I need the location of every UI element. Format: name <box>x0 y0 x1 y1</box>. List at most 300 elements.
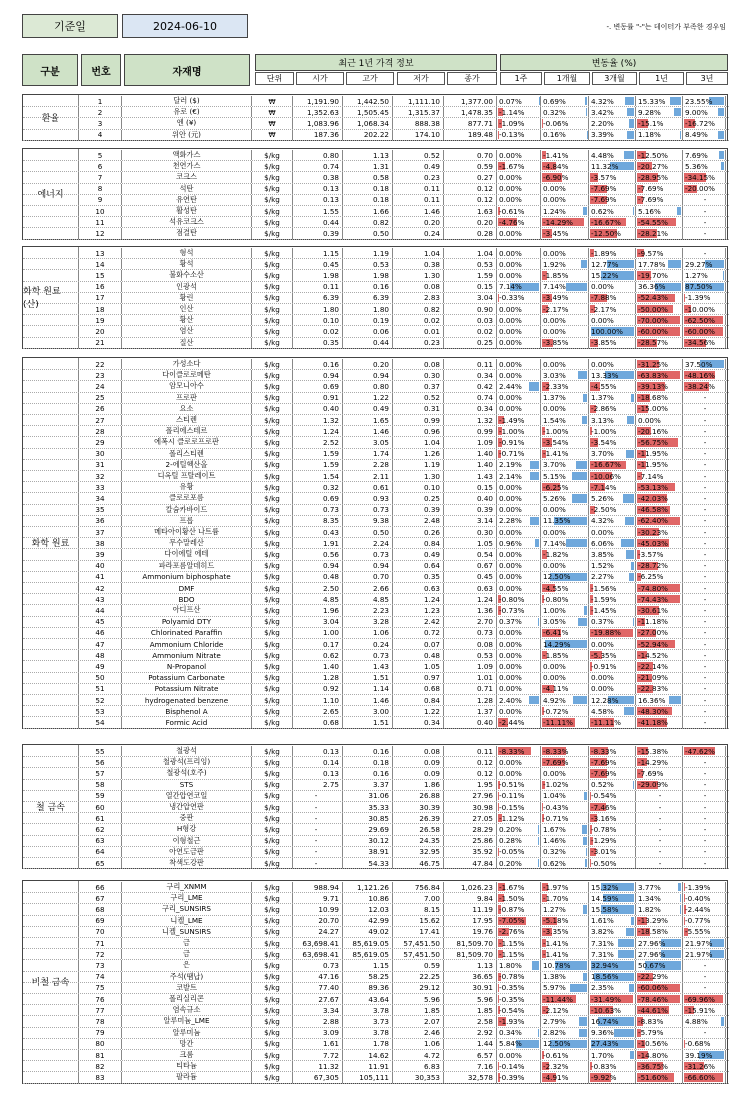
cell: 0.68 <box>393 684 444 694</box>
cell: 57,451.50 <box>393 938 444 948</box>
table-row <box>23 282 729 293</box>
cell: 1.78 <box>343 1039 393 1049</box>
cell: 26.88 <box>393 791 444 801</box>
cell: 0.34 <box>393 717 444 727</box>
change-value: -51.60% <box>638 1072 668 1082</box>
cell: $/kg <box>252 359 293 369</box>
cell: 6.39 <box>343 293 393 303</box>
cell <box>497 270 541 280</box>
change-bar <box>614 1029 634 1037</box>
table-row <box>23 916 729 927</box>
cell: $/kg <box>252 549 293 559</box>
cell: $/kg <box>252 847 293 857</box>
table-row <box>23 673 729 684</box>
cell <box>541 195 589 205</box>
change-value: 1.27% <box>543 904 566 914</box>
change-value: 7.31% <box>591 938 614 948</box>
change-value: 12.50% <box>543 1039 571 1049</box>
change-value: -52.43% <box>638 293 668 303</box>
cell: 3.00 <box>343 706 393 716</box>
cell: 황석 <box>122 259 252 269</box>
cell: 위안 (元) <box>122 130 252 140</box>
cell: $/kg <box>252 150 293 160</box>
cell: 18 <box>79 304 122 314</box>
cell: 32,578 <box>444 1072 497 1082</box>
change-value: 0.00% <box>499 228 522 238</box>
change-bar <box>625 517 634 525</box>
change-bar <box>626 928 634 936</box>
cell <box>497 527 541 537</box>
cell <box>541 505 589 515</box>
cell <box>497 96 541 106</box>
cell: 0.94 <box>343 561 393 571</box>
cell: 50 <box>79 673 122 683</box>
cell: 24.35 <box>393 836 444 846</box>
cell: 0.71 <box>444 684 497 694</box>
cell: 다이에틸 에테 <box>122 549 252 559</box>
cell <box>636 315 683 325</box>
cell: 0.02 <box>293 326 343 336</box>
change-value: 1.92% <box>543 259 566 269</box>
cell: - <box>683 471 726 481</box>
change-value: 0.00% <box>499 150 522 160</box>
cell <box>497 206 541 216</box>
table-row <box>23 449 729 460</box>
cell: 47.84 <box>444 858 497 868</box>
cell <box>589 293 636 303</box>
cell: 1.31 <box>343 161 393 171</box>
cell <box>541 482 589 492</box>
cell <box>683 381 726 391</box>
cell: 1.66 <box>343 206 393 216</box>
table-row <box>23 1016 729 1027</box>
cell: $/kg <box>252 583 293 593</box>
cell: 1.04 <box>393 248 444 258</box>
cell <box>636 96 683 106</box>
cell: Bisphenol A <box>122 706 252 716</box>
change-bar <box>578 371 587 379</box>
cell <box>497 836 541 846</box>
cell: ₩ <box>252 96 293 106</box>
cell <box>636 527 683 537</box>
cell: 0.34 <box>444 370 497 380</box>
change-bar <box>529 382 539 390</box>
base-date-label: 기준일 <box>22 14 118 38</box>
change-value: -0.14% <box>499 1061 525 1071</box>
cell: 4 <box>79 130 122 140</box>
cell: 1,442.50 <box>343 96 393 106</box>
cell <box>683 338 726 348</box>
change-value: -8.33% <box>499 746 525 756</box>
cell: 10.86 <box>343 893 393 903</box>
change-value: 27.96% <box>638 938 666 948</box>
cell <box>683 184 726 194</box>
change-value: -9.92% <box>591 1072 617 1082</box>
change-value: -20.27% <box>638 161 668 171</box>
change-bar <box>631 394 634 402</box>
change-value: 14.59% <box>591 893 619 903</box>
table-row <box>23 882 729 893</box>
change-value: -1.93% <box>499 1016 525 1026</box>
change-value: 7.14% <box>543 282 566 292</box>
cell: 14.62 <box>343 1050 393 1060</box>
header-change-group: 변동율 (%) <box>500 54 728 71</box>
table-row <box>23 561 729 572</box>
cell <box>636 493 683 503</box>
cell: 10 <box>79 206 122 216</box>
cell: 폴리실리콘 <box>122 994 252 1004</box>
change-value: 3.42% <box>591 107 614 117</box>
cell <box>541 460 589 470</box>
change-value: -0.91% <box>591 661 617 671</box>
change-value: -6.25% <box>543 482 569 492</box>
cell: $/kg <box>252 516 293 526</box>
cell: 9.84 <box>444 893 497 903</box>
change-value: -0.71% <box>499 449 525 459</box>
cell <box>589 673 636 683</box>
cell: 19 <box>79 315 122 325</box>
cell: 1,026.23 <box>444 882 497 892</box>
cell <box>541 791 589 801</box>
cell <box>589 746 636 756</box>
cell: $/kg <box>252 206 293 216</box>
cell <box>589 706 636 716</box>
change-bar <box>669 696 681 704</box>
cell <box>589 549 636 559</box>
cell: 45 <box>79 617 122 627</box>
change-value: 0.00% <box>499 768 522 778</box>
cell <box>497 882 541 892</box>
cell <box>589 118 636 128</box>
cell: 0.91 <box>293 393 343 403</box>
cell <box>541 1039 589 1049</box>
cell <box>683 949 726 959</box>
table-row <box>23 813 729 824</box>
change-value: 0.00% <box>543 661 566 671</box>
cell: 30.85 <box>343 813 393 823</box>
cell <box>497 617 541 627</box>
cell <box>541 437 589 447</box>
change-bar <box>629 984 634 992</box>
change-value: 0.34% <box>499 1028 522 1038</box>
change-value: 3.05% <box>543 617 566 627</box>
change-value: -53.13% <box>638 482 668 492</box>
change-value: 0.32% <box>543 107 566 117</box>
cell <box>541 695 589 705</box>
cell: 81,509.70 <box>444 949 497 959</box>
cell: 1.40 <box>293 661 343 671</box>
change-value: -60.00% <box>638 326 668 336</box>
cell: 2.58 <box>444 1016 497 1026</box>
cell <box>636 994 683 1004</box>
change-value: 0.00% <box>543 561 566 571</box>
cell: $/kg <box>252 437 293 447</box>
table-row <box>23 858 729 869</box>
cell: 0.15 <box>444 482 497 492</box>
cell: 1.65 <box>343 415 393 425</box>
cell <box>497 359 541 369</box>
cell: - <box>636 858 683 868</box>
cell: $/kg <box>252 617 293 627</box>
cell <box>497 460 541 470</box>
change-value: 10.78% <box>543 960 571 970</box>
cell: 23 <box>79 370 122 380</box>
change-value: -31.49% <box>591 994 621 1004</box>
change-value: 36.36% <box>638 282 666 292</box>
change-value: -18.68% <box>638 393 668 403</box>
change-value: -1.41% <box>543 449 569 459</box>
cell: 0.09 <box>393 757 444 767</box>
cell: 0.16 <box>293 359 343 369</box>
change-value: 8.49% <box>685 130 708 140</box>
change-value: 0.00% <box>499 493 522 503</box>
cell <box>497 628 541 638</box>
cell: 0.39 <box>444 505 497 515</box>
change-value: -7.69% <box>591 768 617 778</box>
cell: 메타아이황산 나트륨 <box>122 527 252 537</box>
cell <box>497 583 541 593</box>
change-value: 27.96% <box>638 949 666 959</box>
table-row <box>23 217 729 228</box>
cell: 0.11 <box>293 282 343 292</box>
table-row <box>23 639 729 650</box>
cell <box>541 172 589 182</box>
table-row <box>23 695 729 706</box>
cell: 64 <box>79 847 122 857</box>
table-row <box>23 359 729 370</box>
cell: $/kg <box>252 1028 293 1038</box>
cell: - <box>293 813 343 823</box>
cell: 점결탄 <box>122 228 252 238</box>
cell: - <box>683 960 726 970</box>
cell <box>589 1061 636 1071</box>
change-value: -0.80% <box>499 594 525 604</box>
change-bar <box>721 162 724 170</box>
table-row <box>23 927 729 938</box>
change-value: -2.32% <box>543 1061 569 1071</box>
change-bar <box>586 108 587 116</box>
change-value: 0.00% <box>543 315 566 325</box>
cell <box>636 549 683 559</box>
cell: 0.94 <box>293 370 343 380</box>
section-name: 에너지 <box>23 149 79 239</box>
cell: 1.43 <box>343 661 393 671</box>
change-bar <box>627 416 634 424</box>
section-name: 화학 원료 <box>23 358 79 728</box>
table-row <box>23 293 729 304</box>
change-value: 2.35% <box>591 983 614 993</box>
change-bar <box>627 131 634 139</box>
change-value: 87.50% <box>685 282 713 292</box>
change-value: -8.33% <box>591 746 617 756</box>
cell: - <box>683 404 726 414</box>
cell: 유연탄 <box>122 195 252 205</box>
change-value: 1.67% <box>543 824 566 834</box>
table-row <box>23 717 729 728</box>
table-row <box>23 118 729 129</box>
change-value: 0.00% <box>543 404 566 414</box>
change-value: 0.00% <box>591 315 614 325</box>
cell: 8.35 <box>293 516 343 526</box>
change-value: -3.57% <box>638 549 664 559</box>
cell: 팔라듐 <box>122 1072 252 1082</box>
cell: $/kg <box>252 505 293 515</box>
table-row <box>23 370 729 381</box>
change-value: 50.67% <box>638 960 666 970</box>
cell: 0.48 <box>293 572 343 582</box>
table-row <box>23 415 729 426</box>
cell: 2.52 <box>293 437 343 447</box>
change-value: -3.85% <box>591 338 617 348</box>
change-value: -3.35% <box>543 927 569 937</box>
cell <box>589 768 636 778</box>
cell: 0.52 <box>393 393 444 403</box>
change-bar <box>629 119 634 127</box>
cell: 1.51 <box>343 717 393 727</box>
cell: 1,083.96 <box>293 118 343 128</box>
change-bar <box>578 618 587 626</box>
cell: 68 <box>79 904 122 914</box>
cell: 27 <box>79 415 122 425</box>
cell: 58.25 <box>343 972 393 982</box>
cell: 46.75 <box>393 858 444 868</box>
cell: 0.68 <box>293 717 343 727</box>
cell: 0.28 <box>444 228 497 238</box>
change-value: -2.33% <box>543 381 569 391</box>
cell: $/kg <box>252 1072 293 1082</box>
change-value: -10.56% <box>638 1039 668 1049</box>
cell: 2.11 <box>343 471 393 481</box>
cell <box>541 757 589 767</box>
change-value: -74.43% <box>638 594 668 604</box>
change-value: 3.13% <box>591 415 614 425</box>
header-no: 번호 <box>81 54 121 86</box>
cell: 1.32 <box>293 415 343 425</box>
cell <box>497 471 541 481</box>
change-value: -14.52% <box>638 650 668 660</box>
change-value: -2.44% <box>499 717 525 727</box>
cell: 0.82 <box>393 304 444 314</box>
cell: 17 <box>79 293 122 303</box>
cell <box>497 381 541 391</box>
change-value: -8.33% <box>543 746 569 756</box>
change-bar <box>530 517 539 525</box>
cell: 44 <box>79 605 122 615</box>
cell <box>589 437 636 447</box>
cell <box>589 338 636 348</box>
cell: 0.61 <box>343 482 393 492</box>
change-bar <box>631 917 634 925</box>
cell: 62 <box>79 824 122 834</box>
change-value: -31.25% <box>638 359 668 369</box>
cell: 6 <box>79 161 122 171</box>
change-value: 3.82% <box>591 927 614 937</box>
cell: 3.04 <box>293 617 343 627</box>
cell: 27.05 <box>444 813 497 823</box>
cell: 1.59 <box>293 460 343 470</box>
cell: 0.45 <box>293 259 343 269</box>
change-value: 37.50% <box>685 359 713 369</box>
change-value: -7.69% <box>638 184 664 194</box>
cell <box>497 949 541 959</box>
change-bar <box>583 973 587 981</box>
cell: 1,111.10 <box>393 96 444 106</box>
change-value: -1.14% <box>499 107 525 117</box>
change-value: -3.16% <box>591 813 617 823</box>
cell: 30.98 <box>444 802 497 812</box>
cell: 11.19 <box>444 904 497 914</box>
change-bar <box>530 472 539 480</box>
cell: 1.44 <box>444 1039 497 1049</box>
cell: 0.20 <box>444 217 497 227</box>
change-value: 15.58% <box>591 904 619 914</box>
cell <box>541 617 589 627</box>
table-row <box>23 516 729 527</box>
header-high: 고가 <box>346 72 394 85</box>
cell <box>497 1050 541 1060</box>
cell: Formic Acid <box>122 717 252 727</box>
cell <box>636 248 683 258</box>
cell: 76 <box>79 994 122 1004</box>
change-value: -44.61% <box>638 1005 668 1015</box>
cell: 2.24 <box>343 538 393 548</box>
cell <box>541 1072 589 1082</box>
change-value: 1.80% <box>499 960 522 970</box>
cell <box>636 404 683 414</box>
cell <box>541 248 589 258</box>
change-value: 1.54% <box>543 415 566 425</box>
cell: 활성탄 <box>122 206 252 216</box>
cell: 1.10 <box>293 695 343 705</box>
cell: 0.42 <box>444 381 497 391</box>
cell <box>541 960 589 970</box>
cell: 0.10 <box>393 482 444 492</box>
cell <box>589 791 636 801</box>
cell: 질산 <box>122 338 252 348</box>
cell <box>636 882 683 892</box>
change-bar <box>585 859 587 867</box>
cell: 인산 <box>122 304 252 314</box>
cell <box>589 259 636 269</box>
cell: 82 <box>79 1061 122 1071</box>
change-value: 12.28% <box>591 695 619 705</box>
cell <box>589 1039 636 1049</box>
change-value: 2.44% <box>499 381 522 391</box>
cell: 47 <box>79 639 122 649</box>
cell <box>636 228 683 238</box>
change-value: -16.67% <box>591 460 621 470</box>
cell <box>541 802 589 812</box>
change-value: 1.27% <box>685 270 708 280</box>
change-value: 0.07% <box>499 96 522 106</box>
cell: $/kg <box>252 527 293 537</box>
cell: 2-에틸헥산올 <box>122 460 252 470</box>
cell <box>589 650 636 660</box>
cell <box>497 650 541 660</box>
change-value: -4.55% <box>543 583 569 593</box>
change-value: -21.09% <box>638 673 668 683</box>
change-value: 16.74% <box>591 1016 619 1026</box>
table-row <box>23 172 729 183</box>
change-value: -19.88% <box>591 628 621 638</box>
change-value: 0.00% <box>499 482 522 492</box>
cell: $/kg <box>252 983 293 993</box>
cell: 72 <box>79 949 122 959</box>
cell <box>589 916 636 926</box>
cell: 1.46 <box>343 426 393 436</box>
cell: - <box>293 824 343 834</box>
change-value: -10.06% <box>591 471 621 481</box>
